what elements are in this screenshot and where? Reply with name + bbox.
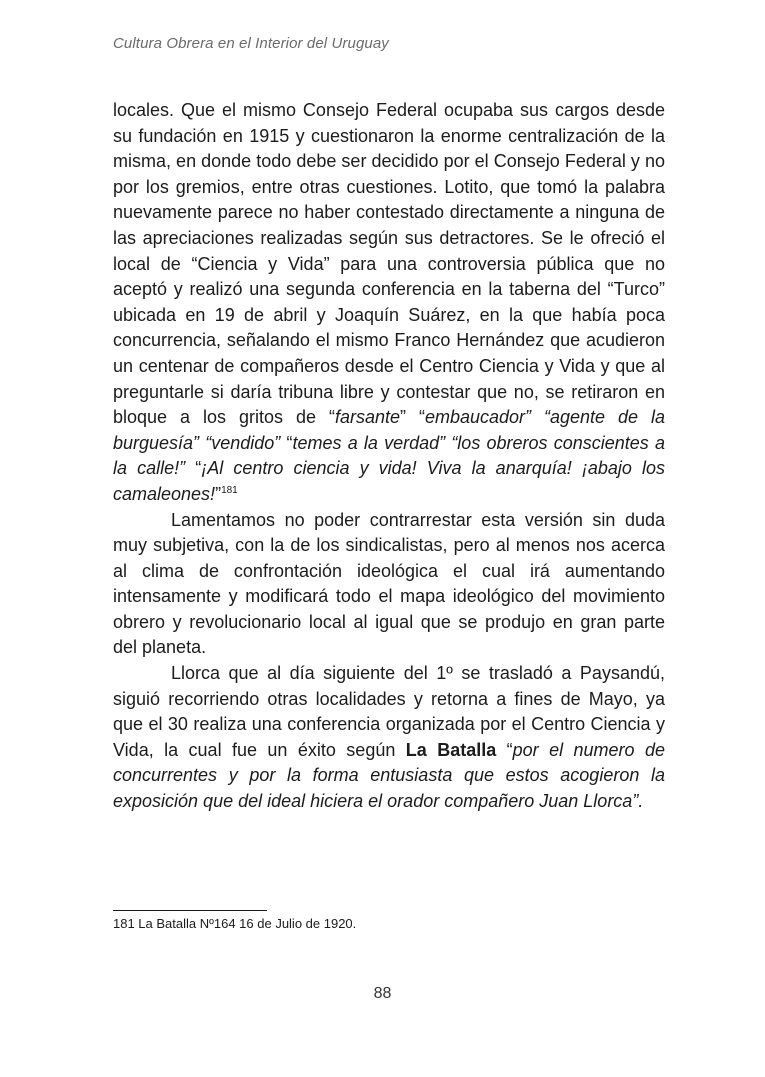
- text-run: Llorca que al día siguiente del 1º se trasladó a Paysandú, siguió recorriendo otras localidades y retorna a fines de Mayo, ya que el 30 realiza una conferencia organizada por el Centro Ciencia y Vida, la cual fue un éxito según: [113, 663, 665, 760]
- text-run: ”: [215, 483, 222, 504]
- italic-run: temes a la verdad” “los obreros conscientes a la calle!”: [113, 432, 665, 479]
- text-run: “: [280, 432, 293, 453]
- footnote-ref: 181: [221, 484, 238, 496]
- paragraph: [113, 661, 665, 815]
- page-number: 88: [373, 985, 392, 1002]
- italic-run: embaucador” “agente de la burguesía” “vendido”: [113, 407, 666, 453]
- paragraph: [113, 508, 665, 662]
- text-run: “: [496, 739, 513, 760]
- running-header: Cultura Obrera en el Interior del Uruguay: [113, 35, 389, 52]
- text-run: “: [185, 458, 202, 479]
- text-run: ” “: [400, 407, 425, 428]
- text-run: locales. Que el mismo Consejo Federal ocupaba sus cargos desde su fundación en 1915 y cuestionaron la enorme centralización de la misma, en donde todo debe ser decidido por el Consejo Federal y no por los gremios, entre otras cuestiones. Lotito, que tomó la palabra nuevamente parece no haber contestado directamente a ninguna de las apreciaciones realizadas según sus detractores. Se le ofreció el local de “Ciencia y Vida” para una controversia pública que no aceptó y realizó una segunda conferencia en la taberna del “Turco” ubicada en 19 de abril y Joaquín Suárez, en la que había poca concurrencia, señalando el mismo Franco Hernández que acudieron un centenar de compañeros desde el Centro Ciencia y Vida y que al preguntarle si daría tribuna libre y contestar que no, se retiraron en bloque a los gritos de “: [113, 100, 665, 428]
- body-text: [113, 98, 665, 815]
- bold-run: La Batalla: [405, 739, 497, 760]
- italic-run: ¡Al centro ciencia y vida! Viva la anarquía! ¡abajo los camaleones!: [113, 458, 665, 504]
- text-run: Lamentamos no poder contrarrestar esta versión sin duda muy subjetiva, con la de los sindicalistas, pero al menos nos acerca al clima de confrontación ideológica el cual irá aumentando intensamente y modificará todo el mapa ideológico del movimiento obrero y revolucionario local al igual que se produjo en gran parte del planeta.: [113, 509, 665, 658]
- italic-run: farsante: [334, 407, 400, 428]
- paragraph: [113, 98, 665, 508]
- footnote-divider: [113, 910, 267, 911]
- italic-run: por el numero de concurrentes y por la forma entusiasta que estos acogieron la exposición que del ideal hiciera el orador compañero Juan Llorca”.: [113, 739, 665, 812]
- footnote: 181 La Batalla Nº164 16 de Julio de 1920.: [113, 916, 357, 931]
